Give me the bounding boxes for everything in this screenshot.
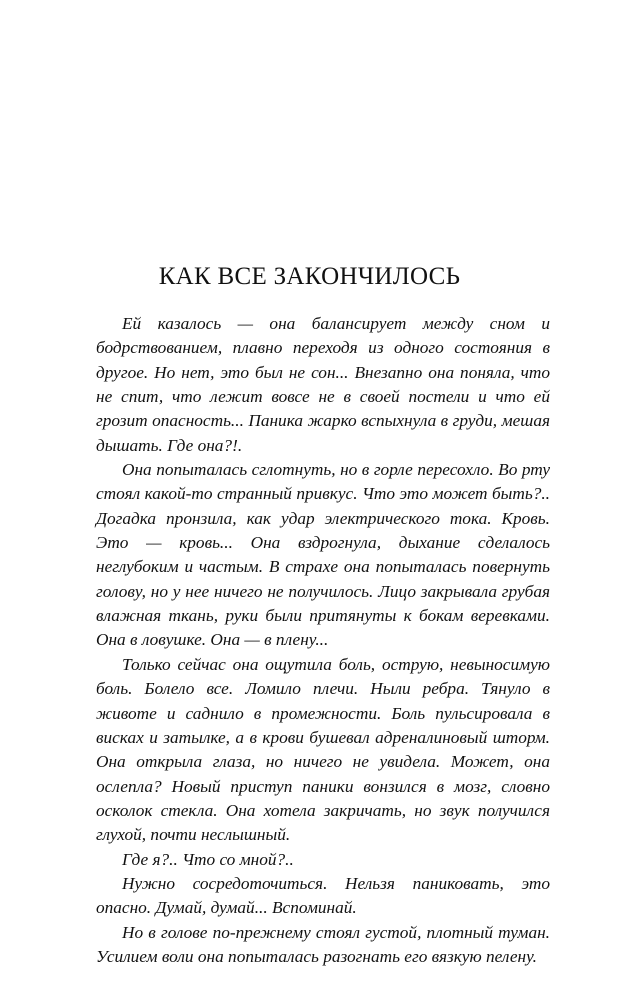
paragraph-6: Но в голове по-прежнему стоял густой, плотный туман. Усилием воли она попыталась разогнать его вязкую пелену. (96, 922, 550, 966)
paragraph-3: Только сейчас она ощутила боль, острую, невыносимую боль. Болело все. Ломило плечи. Ныли ребра. Тянуло в животе и саднило в промежности. Боль пульсировала в висках и затылке, а в крови бушевал адреналиновый шторм. Она открыла глаза, но ничего не увидела. Может, она ослепла? Новый приступ паники вонзился в мозг, словно осколок стекла. Она хотела закричать, но звук получился глухой, почти неслышный. (96, 654, 550, 845)
paragraph-1: Ей казалось — она балансирует между сном и бодрствованием, плавно переходя из одного состояния в другое. Но нет, это был не сон... Внезапно она поняла, что не спит, что лежит вовсе не в своей постели и что ей грозит опасность... Паника жарко вспыхнула в груди, мешая дышать. Где она?!. (96, 314, 550, 455)
paragraph-5: Нужно сосредоточиться. Нельзя паниковать, это опасно. Думай, думай... Вспоминай. (96, 873, 550, 918)
paragraph-2: Она попыталась сглотнуть, но в горле пересохло. Во рту стоял какой-то странный привкус. Что это может быть?.. Догадка пронзила, как удар электрического тока. Кровь. Это — кровь... Она вздрогнула, дыхание сделалось неглубоким и частым. В страхе она попыталась повернуть голову, но у нее ничего не получилось. Лицо закрывала грубая влажная ткань, руки были притянуты к бокам веревками. Она в ловушке. Она — в плену... (96, 460, 550, 650)
paragraph-4: Где я?.. Что со мной?.. (122, 849, 294, 869)
chapter-body (96, 312, 550, 969)
chapter-title: КАК ВСЕ ЗАКОНЧИЛОСЬ (158, 263, 461, 290)
